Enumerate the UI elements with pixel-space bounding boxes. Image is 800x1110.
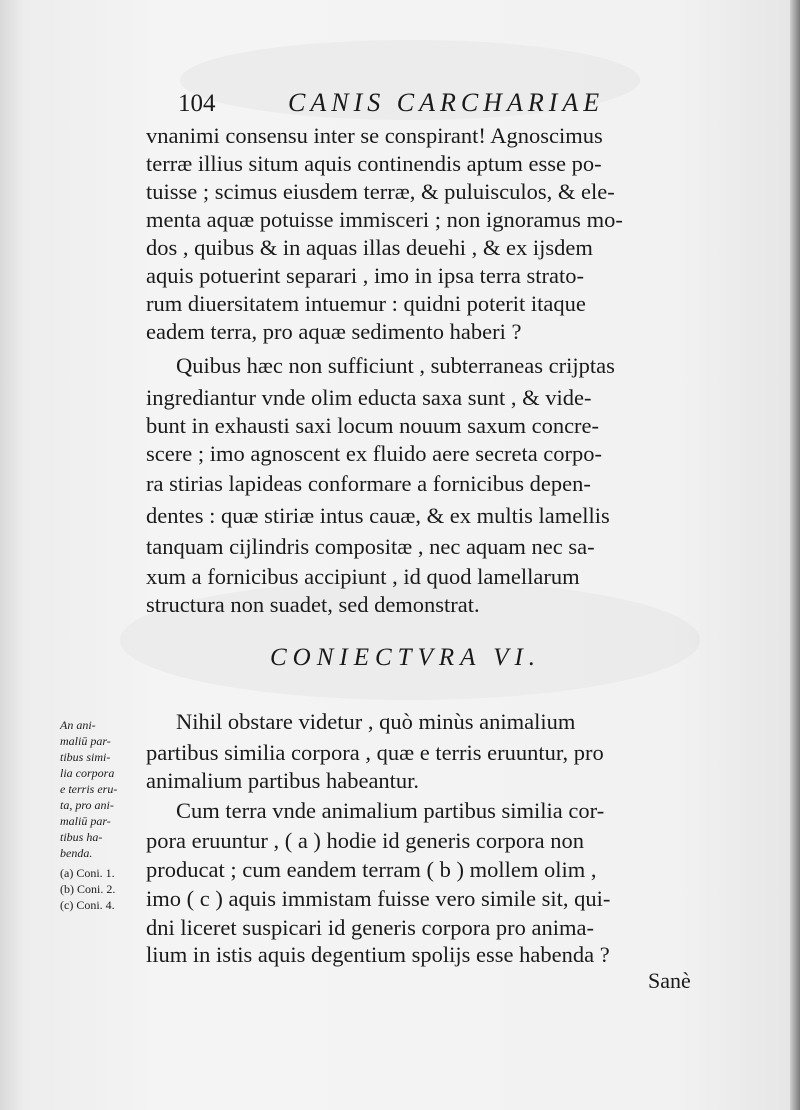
text-line: lium in istis aquis degentium spolijs esse habenda ? (146, 942, 610, 967)
text-line: Quibus hæc non sufficiunt , subterraneas crijptas (176, 353, 615, 378)
book-edge-shadow (790, 0, 800, 1110)
text-line: ingrediantur vnde olim educta saxa sunt , & vide- (146, 385, 592, 410)
text-line: tanquam cijlindris compositæ , nec aquam nec sa- (146, 534, 595, 559)
text-line: eadem terra, pro aquæ sedimento haberi ? (146, 319, 522, 344)
marginal-note-line: maliū par- (60, 814, 111, 828)
text-line: pora eruuntur , ( a ) hodie id generis corpora non (146, 828, 584, 853)
text-line: scere ; imo agnoscent ex fluido aere secreta corpo- (146, 441, 603, 466)
text-line: animalium partibus habeantur. (146, 768, 420, 793)
section-heading: CONIECTVRA VI. (270, 644, 542, 671)
text-line: Cum terra vnde animalium partibus similia cor- (176, 798, 605, 823)
text-line: bunt in exhausti saxi locum nouum saxum concre- (146, 413, 600, 438)
text-line: menta aquæ potuisse immisceri ; non ignoramus mo- (146, 207, 623, 232)
marginal-note-line: An ani- (60, 718, 96, 732)
text-line: imo ( c ) aquis immistam fuisse vero simile sit, qui- (146, 886, 611, 911)
text-line: producat ; cum eandem terram ( b ) mollem olim , (146, 857, 597, 882)
text-line: terræ illius situm aquis continendis aptum esse po- (146, 151, 602, 176)
text-line: structura non suadet, sed demonstrat. (146, 592, 480, 617)
page-header (178, 86, 738, 126)
page-number: 104 (178, 90, 216, 117)
marginal-note-line: tibus ha- (60, 830, 103, 844)
catchword: Sanè (648, 968, 691, 993)
text-line: vnanimi consensu inter se conspirant! Agnoscimus (146, 123, 603, 148)
text-line: dos , quibus & in aquas illas deuehi , & ex ijsdem (146, 235, 593, 260)
marginal-reference: (b) Coni. 2. (60, 882, 116, 896)
marginal-note-line: tibus simi- (60, 750, 111, 764)
text-line: Nihil obstare videtur , quò minùs animalium (176, 709, 576, 734)
text-line: dentes : quæ stiriæ intus cauæ, & ex multis lamellis (146, 503, 610, 528)
marginal-note-line: e terris eru- (60, 782, 118, 796)
text-line: xum a fornicibus accipiunt , id quod lamellarum (146, 564, 580, 589)
marginal-reference: (a) Coni. 1. (60, 866, 115, 880)
marginal-reference: (c) Coni. 4. (60, 898, 115, 912)
text-line: dni liceret suspicari id generis corpora pro anima- (146, 915, 594, 940)
text-line: ra stirias lapideas conformare a fornicibus depen- (146, 471, 591, 496)
marginal-note-line: benda. (60, 846, 93, 860)
marginal-note-line: lia corpora (60, 766, 115, 780)
marginal-note-line: ta, pro ani- (60, 798, 114, 812)
running-head: CANIS CARCHARIAE (288, 88, 605, 117)
text-line: partibus similia corpora , quæ e terris eruuntur, pro (146, 740, 604, 765)
marginal-note-line: maliū par- (60, 734, 111, 748)
text-line: aquis potuerint separari , imo in ipsa terra strato- (146, 263, 584, 288)
text-line: tuisse ; scimus eiusdem terræ, & puluisculos, & ele- (146, 179, 615, 204)
text-line: rum diuersitatem intuemur : quidni poterit itaque (146, 291, 586, 316)
